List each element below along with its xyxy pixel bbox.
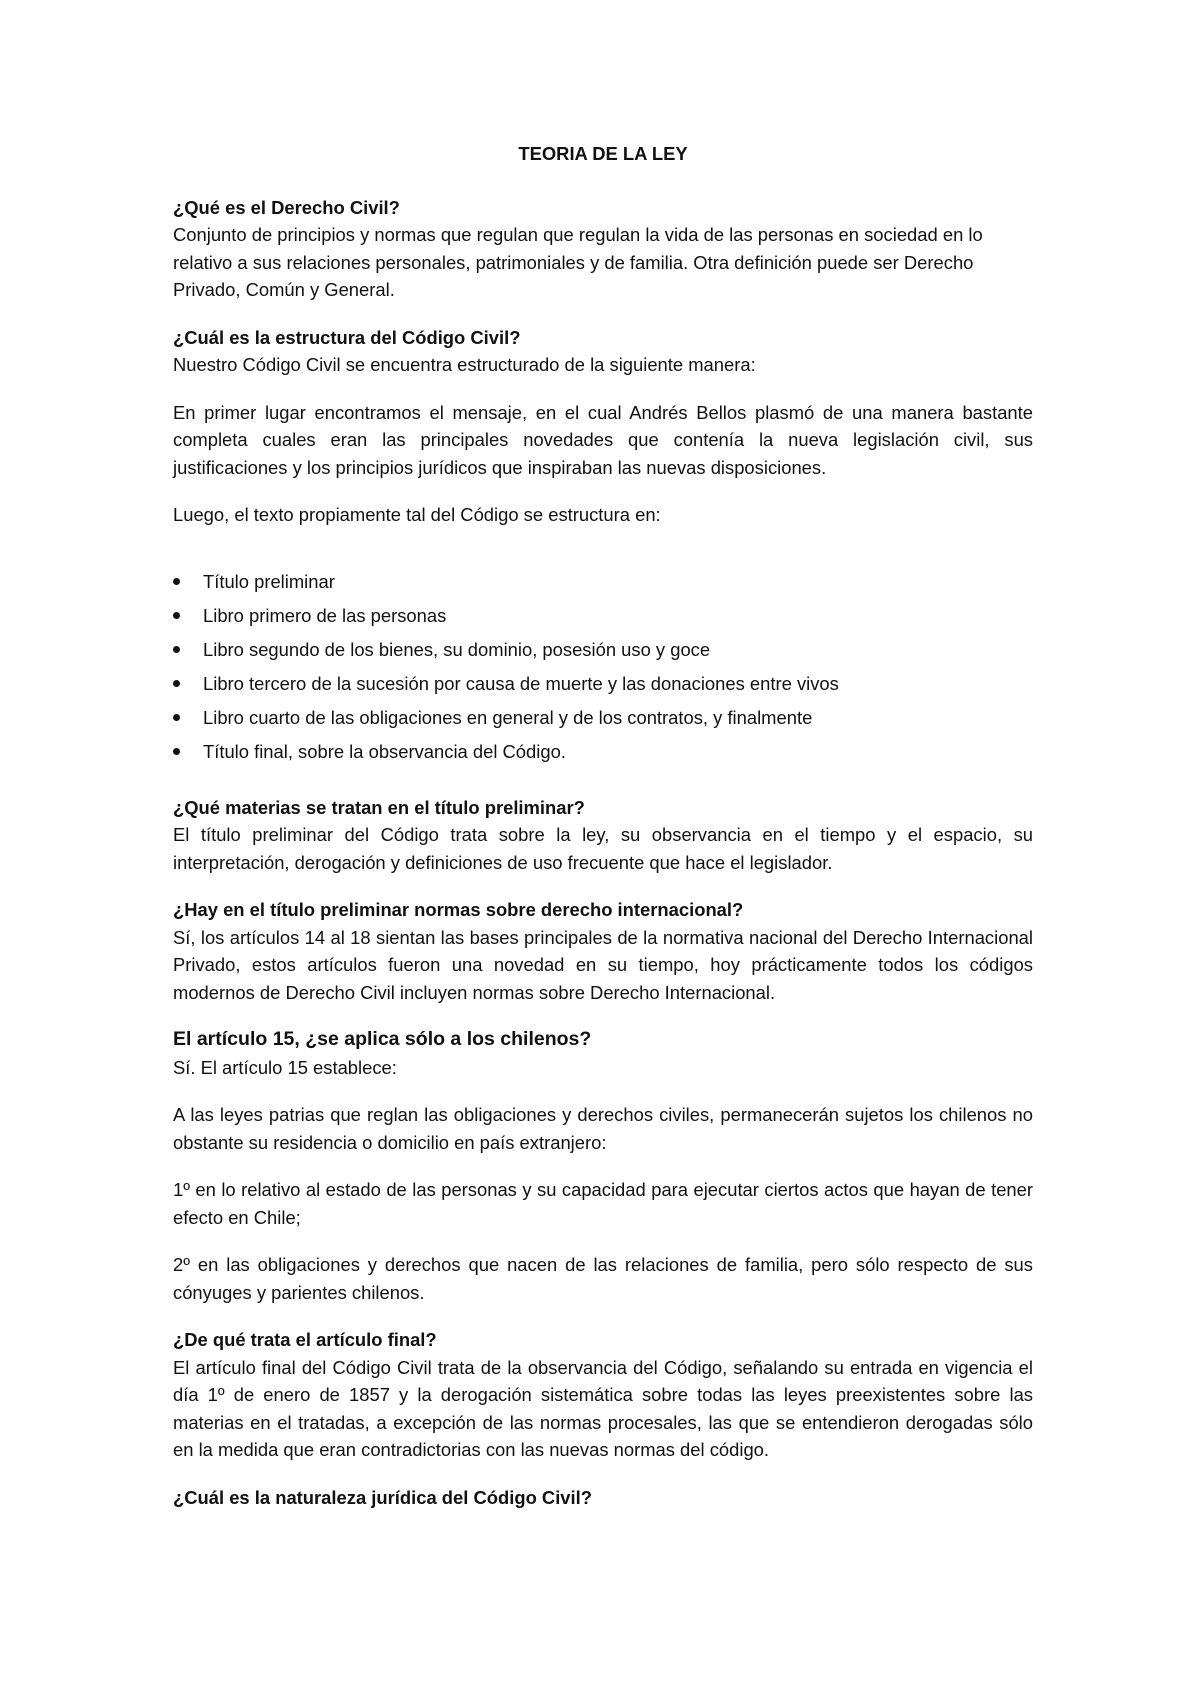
list-item-text: Título preliminar	[203, 570, 335, 592]
list-item-text: Libro segundo de los bienes, su dominio, posesión uso y goce	[203, 638, 711, 660]
bullet-icon	[173, 748, 180, 755]
list-item	[173, 667, 1033, 701]
paragraph-estructura-intro: Nuestro Código Civil se encuentra estructurado de la siguiente manera:	[173, 354, 756, 375]
bullet-icon	[173, 646, 180, 653]
document-title: TEORIA DE LA LEY	[518, 143, 688, 164]
section-heading-estructura-codigo: ¿Cuál es la estructura del Código Civil?	[173, 326, 521, 348]
list-item	[173, 633, 1033, 667]
list-item-text: Libro tercero de la sucesión por causa de muerte y las donaciones entre vivos	[203, 672, 839, 694]
section-heading-articulo-15: El artículo 15, ¿se aplica sólo a los chilenos?	[173, 1028, 592, 1050]
list-item-text: Libro cuarto de las obligaciones en general y de los contratos, y finalmente	[203, 706, 813, 728]
list-item-text: Título final, sobre la observancia del Código.	[203, 740, 566, 762]
paragraph-articulo-15-num-2: 2º en las obligaciones y derechos que nacen de las relaciones de familia, pero sólo respecto de sus cónyuges y parientes chilenos.	[173, 1254, 1033, 1303]
paragraph-mensaje: En primer lugar encontramos el mensaje, en el cual Andrés Bellos plasmó de una manera bastante completa cuales eran las principales novedades que contenía la nueva legislación civil, sus justificaciones y los principios jurídicos que inspiraban las nuevas disposiciones.	[173, 401, 1033, 478]
list-item	[173, 735, 1033, 769]
list-item-text: Libro primero de las personas	[203, 604, 447, 626]
paragraph-estructura-texto: Luego, el texto propiamente tal del Código se estructura en:	[173, 504, 661, 525]
paragraph-definicion-derecho-civil: Conjunto de principios y normas que regulan que regulan la vida de las personas en sociedad en lo relativo a sus relaciones personales, patrimoniales y de familia. Otra definición puede ser Derecho Privado, Común y General.	[173, 224, 983, 300]
section-heading-que-es-derecho-civil: ¿Qué es el Derecho Civil?	[173, 196, 400, 218]
paragraph-articulo-15-num-1: 1º en lo relativo al estado de las personas y su capacidad para ejecutar ciertos actos que hayan de tener efecto en Chile;	[173, 1179, 1033, 1228]
list-item	[173, 599, 1033, 633]
section-heading-derecho-internacional: ¿Hay en el título preliminar normas sobre derecho internacional?	[173, 899, 744, 920]
paragraph-derecho-internacional: Sí, los artículos 14 al 18 sientan las bases principales de la normativa nacional del Derecho Internacional Privado, estos artículos fueron una novedad en su tiempo, hoy prácticamente todos los códigos modernos de Derecho Civil incluyen normas sobre Derecho Internacional.	[173, 926, 1033, 1003]
document-page	[173, 140, 1033, 1511]
list-item	[173, 701, 1033, 735]
section-heading-titulo-preliminar: ¿Qué materias se tratan en el título preliminar?	[173, 796, 585, 818]
paragraph-articulo-final: El artículo final del Código Civil trata de la observancia del Código, señalando su entrada en vigencia el día 1º de enero de 1857 y la derogación sistemática sobre todas las leyes preexistentes sobre las materias en el tratadas, a excepción de las normas procesales, las que se entendieron derogadas sólo en la medida que eran contradictorias con las nuevas normas del código.	[173, 1356, 1033, 1460]
paragraph-titulo-preliminar: El título preliminar del Código trata sobre la ley, su observancia en el tiempo y el espacio, su interpretación, derogación y definiciones de uso frecuente que hace el legislador.	[173, 824, 1033, 873]
bullet-icon	[173, 578, 180, 585]
section-heading-articulo-final: ¿De qué trata el artículo final?	[173, 1329, 437, 1350]
list-item	[173, 565, 1033, 599]
paragraph-articulo-15-intro: Sí. El artículo 15 establece:	[173, 1056, 397, 1078]
bullet-icon	[173, 714, 180, 721]
section-heading-naturaleza-juridica: ¿Cuál es la naturaleza jurídica del Código Civil?	[173, 1486, 592, 1508]
paragraph-articulo-15-texto: A las leyes patrias que reglan las obligaciones y derechos civiles, permanecerán sujetos los chilenos no obstante su residencia o domicilio en país extranjero:	[173, 1104, 1033, 1153]
bullet-icon	[173, 680, 180, 687]
structure-list	[173, 565, 1033, 769]
bullet-icon	[173, 612, 180, 619]
